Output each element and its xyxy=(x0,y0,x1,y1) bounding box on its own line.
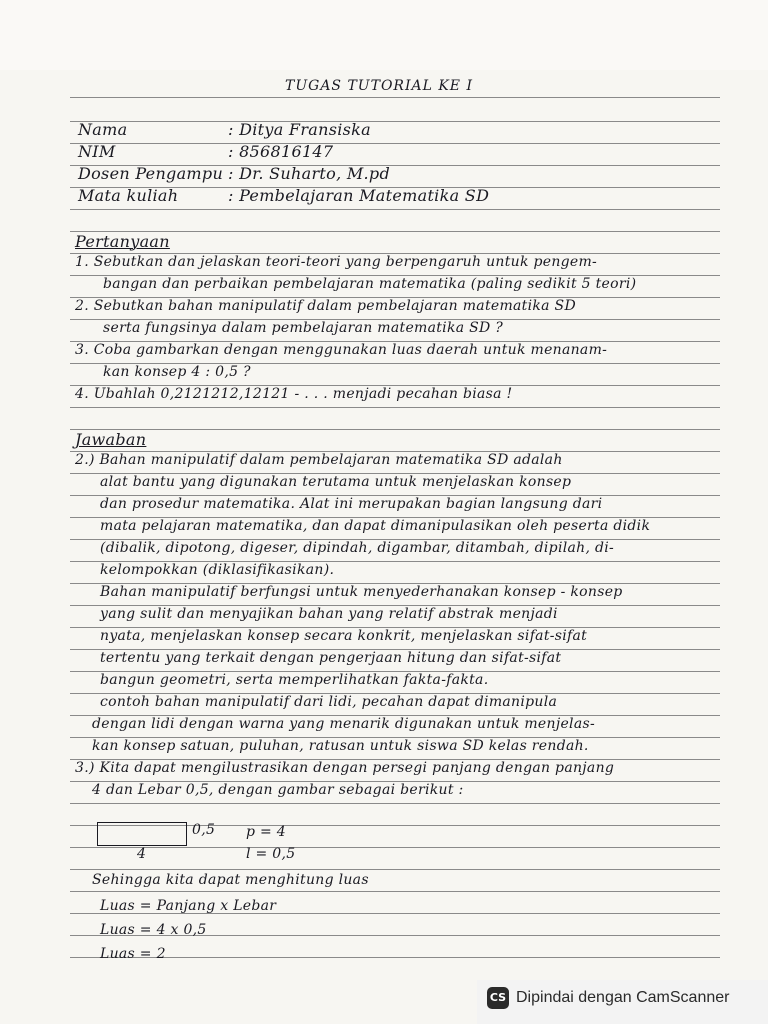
question-line: serta fungsinya dalam pembelajaran matematika SD ? xyxy=(103,320,504,336)
ruled-line xyxy=(70,121,720,122)
identity-label-lecturer: Dosen Pengampu xyxy=(78,164,224,183)
answer-3-line: 3.) Kita dapat mengilustrasikan dengan persegi panjang dengan panjang xyxy=(75,760,615,776)
ruled-line xyxy=(70,803,720,804)
ruled-line xyxy=(70,97,720,98)
ruled-line xyxy=(70,209,720,210)
answer-2-line: contoh bahan manipulatif dari lidi, pecahan dapat dimanipula xyxy=(100,694,558,710)
answer-2-line: yang sulit dan menyajikan bahan yang relatif abstrak menjadi xyxy=(100,606,558,622)
question-line: 4. Ubahlah 0,2121212,12121 - . . . menjadi pecahan biasa ! xyxy=(75,386,513,402)
camscanner-logo-icon: CS xyxy=(487,987,509,1009)
calculation-line: Luas = Panjang x Lebar xyxy=(100,898,277,914)
calculation-line: Luas = 4 x 0,5 xyxy=(100,922,207,938)
width-definition: l = 0,5 xyxy=(246,846,296,862)
ruled-line xyxy=(70,869,720,870)
questions-heading: Pertanyaan xyxy=(75,232,170,251)
question-line: kan konsep 4 : 0,5 ? xyxy=(103,364,251,380)
answer-2-line: bangun geometri, serta memperlihatkan fakta-fakta. xyxy=(100,672,489,688)
answer-2-line: dan prosedur matematika. Alat ini merupakan bagian langsung dari xyxy=(100,496,603,512)
answer-2-line: alat bantu yang digunakan terutama untuk menjelaskan konsep xyxy=(100,474,572,490)
answer-2-line: dengan lidi dengan warna yang menarik digunakan untuk menjelas- xyxy=(92,716,595,732)
assignment-title: TUGAS TUTORIAL KE I xyxy=(285,78,474,94)
answer-2-line: 2.) Bahan manipulatif dalam pembelajaran matematika SD adalah xyxy=(75,452,563,468)
identity-label-course: Mata kuliah xyxy=(78,186,179,205)
ruled-line xyxy=(70,957,720,958)
answer-2-line: kan konsep satuan, puluhan, ratusan untuk siswa SD kelas rendah. xyxy=(92,738,589,754)
identity-label-name: Nama xyxy=(78,120,128,139)
answer-3-line: 4 dan Lebar 0,5, dengan gambar sebagai berikut : xyxy=(92,782,464,798)
ruled-line xyxy=(70,143,720,144)
answer-2-line: (dibalik, dipotong, digeser, dipindah, digambar, ditambah, dipilah, di- xyxy=(100,540,615,556)
identity-value-course: : Pembelajaran Matematika SD xyxy=(228,186,490,205)
answer-2-line: nyata, menjelaskan konsep secara konkrit, menjelaskan sifat-sifat xyxy=(100,628,588,644)
rectangle-diagram xyxy=(97,822,187,846)
rectangle-width-label: 0,5 xyxy=(192,822,216,838)
length-definition: p = 4 xyxy=(246,824,286,840)
answer-2-line: tertentu yang terkait dengan pengerjaan hitung dan sifat-sifat xyxy=(100,650,562,666)
identity-label-nim: NIM xyxy=(78,142,116,161)
question-line: 3. Coba gambarkan dengan menggunakan luas daerah untuk menanam- xyxy=(75,342,608,358)
scanner-footer-text: Dipindai dengan CamScanner xyxy=(516,989,730,1006)
identity-value-nim: : 856816147 xyxy=(228,142,334,161)
ruled-line xyxy=(70,429,720,430)
answer-2-line: mata pelajaran matematika, dan dapat dimanipulasikan oleh peserta didik xyxy=(100,518,651,534)
calculation-line: Luas = 2 xyxy=(100,946,166,962)
ruled-line xyxy=(70,891,720,892)
rectangle-length-label: 4 xyxy=(137,846,147,862)
identity-value-name: : Ditya Fransiska xyxy=(228,120,371,139)
question-line: 1. Sebutkan dan jelaskan teori-teori yang berpengaruh untuk pengem- xyxy=(75,254,598,270)
ruled-line xyxy=(70,847,720,848)
answer-2-line: kelompokkan (diklasifikasikan). xyxy=(100,562,335,578)
question-line: bangan dan perbaikan pembelajaran matematika (paling sedikit 5 teori) xyxy=(103,276,637,292)
question-line: 2. Sebutkan bahan manipulatif dalam pembelajaran matematika SD xyxy=(75,298,576,314)
calculation-line: Sehingga kita dapat menghitung luas xyxy=(92,872,369,888)
ruled-line xyxy=(70,407,720,408)
answer-2-line: Bahan manipulatif berfungsi untuk menyederhanakan konsep - konsep xyxy=(100,584,623,600)
identity-value-lecturer: : Dr. Suharto, M.pd xyxy=(228,164,391,183)
answers-heading: Jawaban xyxy=(75,430,147,449)
page-top-margin xyxy=(0,0,768,70)
